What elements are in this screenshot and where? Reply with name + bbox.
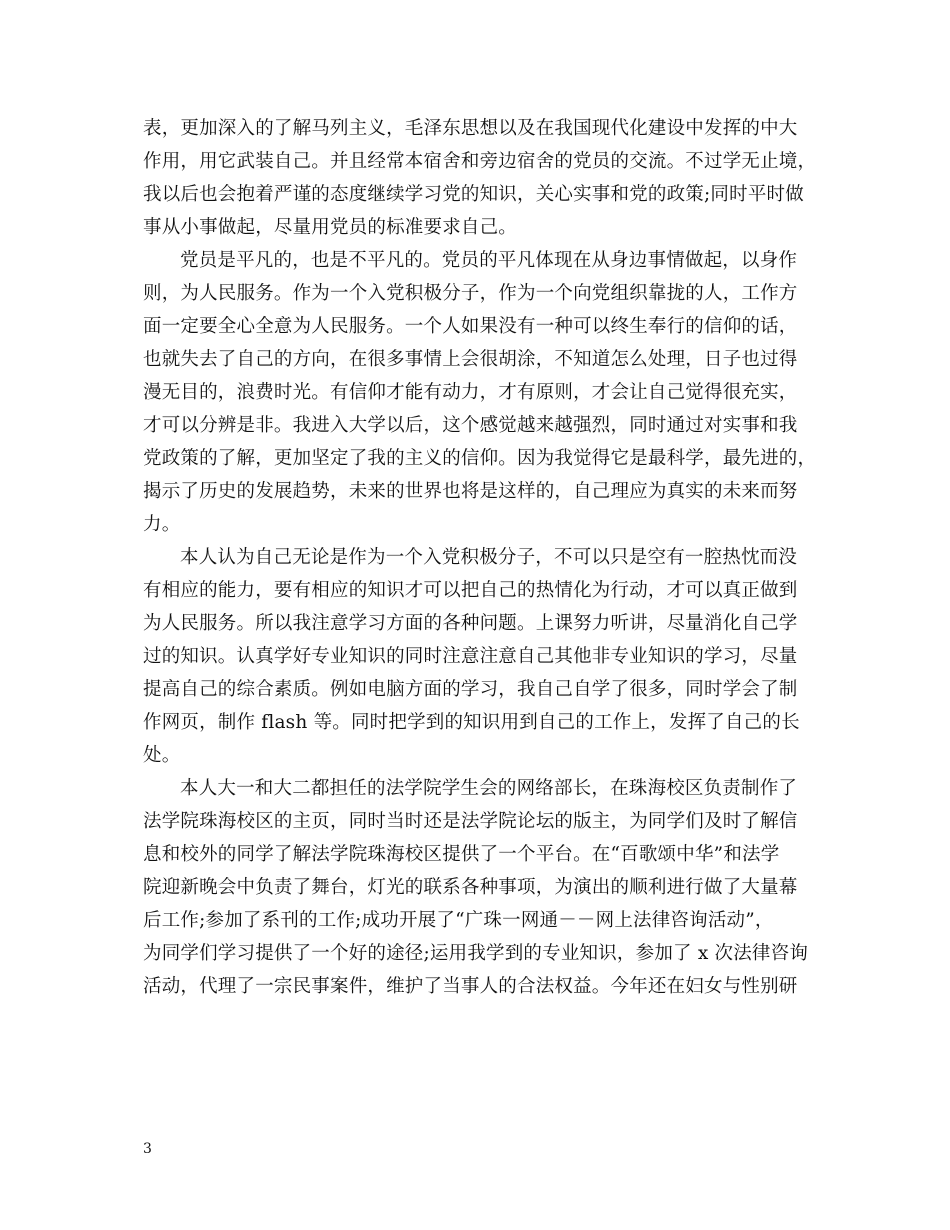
page-number: 3 (143, 1141, 152, 1157)
text-line: 作用，用它武装自己。并且经常本宿舍和旁边宿舍的党员的交流。不过学无止境， (143, 151, 817, 172)
text-line: 党员是平凡的，也是不平凡的。党员的平凡体现在从身边事情做起，以身作 (180, 250, 798, 271)
text-line: 院迎新晚会中负责了舞台，灯光的联系各种事项，为演出的顺利进行做了大量幕 (143, 877, 798, 898)
text-line: 息和校外的同学了解法学院珠海校区提供了一个平台。在“百歌颂中华”和法学 (143, 844, 780, 865)
text-line: 本人认为自己无论是作为一个入党积极分子，不可以只是空有一腔热忱而没 (180, 547, 798, 568)
text-line: 活动，代理了一宗民事案件，维护了当事人的合法权益。今年还在妇女与性别研 (143, 976, 798, 997)
text-line: 为同学们学习提供了一个好的途径;运用我学到的专业知识，参加了 x 次法律咨询 (143, 943, 809, 964)
text-line: 处。 (143, 745, 181, 766)
text-line: 过的知识。认真学好专业知识的同时注意注意自己其他非专业知识的学习，尽量 (143, 646, 798, 667)
text-line: 揭示了历史的发展趋势，未来的世界也将是这样的，自己理应为真实的未来而努 (143, 481, 798, 502)
text-line: 则，为人民服务。作为一个入党积极分子，作为一个向党组织靠拢的人，工作方 (143, 283, 798, 304)
document-body (143, 112, 817, 1003)
text-line: 我以后也会抱着严谨的态度继续学习党的知识，关心实事和党的政策;同时平时做 (143, 184, 804, 205)
text-line: 也就失去了自己的方向，在很多事情上会很胡涂，不知道怎么处理，日子也过得 (143, 349, 798, 370)
text-line: 提高自己的综合素质。例如电脑方面的学习，我自己自学了很多，同时学会了制 (143, 679, 798, 700)
text-line: 有相应的能力，要有相应的知识才可以把自己的热情化为行动，才可以真正做到 (143, 580, 798, 601)
text-line: 本人大一和大二都担任的法学院学生会的网络部长，在珠海校区负责制作了 (180, 778, 798, 799)
text-line: 作网页，制作 flash 等。同时把学到的知识用到自己的工作上，发挥了自己的长 (143, 712, 800, 733)
text-line: 事从小事做起，尽量用党员的标准要求自己。 (143, 217, 518, 238)
text-line: 法学院珠海校区的主页，同时当时还是法学院论坛的版主，为同学们及时了解信 (143, 811, 798, 832)
text-line: 力。 (143, 514, 181, 535)
text-line: 后工作;参加了系刊的工作;成功开展了“广珠一网通－－网上法律咨询活动”， (143, 910, 774, 931)
text-line: 漫无目的，浪费时光。有信仰才能有动力，才有原则，才会让自己觉得很充实， (143, 382, 798, 403)
text-line: 面一定要全心全意为人民服务。一个人如果没有一种可以终生奉行的信仰的话， (143, 316, 798, 337)
text-line: 才可以分辨是非。我进入大学以后，这个感觉越来越强烈，同时通过对实事和我 (143, 415, 798, 436)
text-line: 党政策的了解，更加坚定了我的主义的信仰。因为我觉得它是最科学，最先进的， (143, 448, 817, 469)
text-line: 表，更加深入的了解马列主义，毛泽东思想以及在我国现代化建设中发挥的中大 (143, 118, 798, 139)
text-line: 为人民服务。所以我注意学习方面的各种问题。上课努力听讲，尽量消化自己学 (143, 613, 798, 634)
